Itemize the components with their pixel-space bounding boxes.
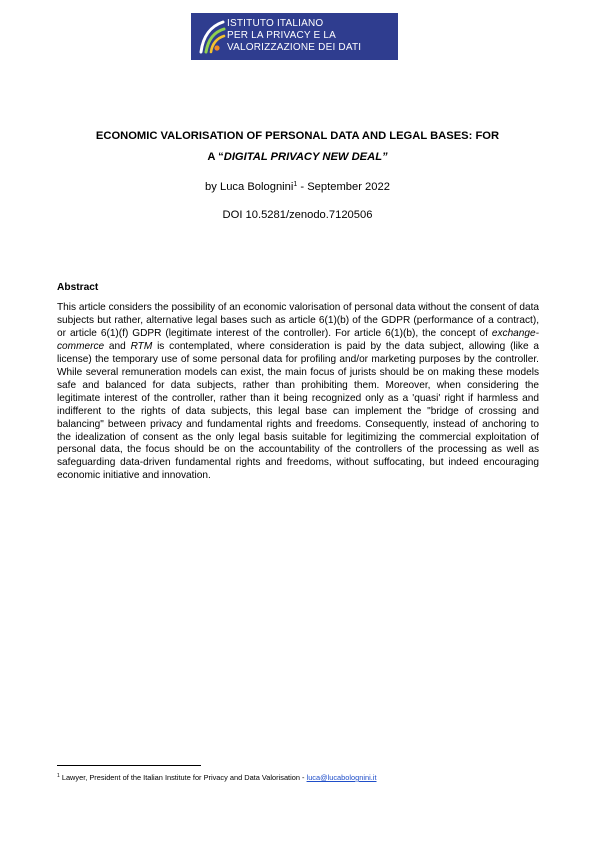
author-byline [40, 180, 555, 194]
title-italic-phrase: DIGITAL PRIVACY NEW DEAL” [223, 151, 388, 163]
logo-wordmark [227, 18, 361, 54]
abstract-emphasis-1: exchange-commerce [57, 327, 539, 352]
paper-title-line-1: ECONOMIC VALORISATION OF PERSONAL DATA AND LEGAL BASES: FOR [95, 130, 500, 142]
logo-emblem-icon [197, 18, 227, 56]
title-prefix: A “ [207, 151, 224, 163]
abstract-body [57, 302, 539, 483]
abstract-text-1: This article considers the possibility of an economic valorisation of personal data without the consent of data subjects but rather, alternative legal bases such as article 6(1)(b) of the GDPR (performance of a contract), or article 6(1)(f) GDPR (legitimate interest of the controller). For article 6(1)(b), the concept of [57, 302, 539, 339]
logo-line-3: VALORIZZAZIONE DEI DATI [227, 42, 362, 53]
footnote-reference: 1 [293, 181, 298, 188]
abstract-text-3: is contemplated, where consideration is paid by the data subject, allowing (like a license) the temporary use of some personal data for profiling and/or marketing purposes by the controller. While several remuneration models can exist, the main focus of jurists should be on making these models safe and balanced for data subjects, rather than prohibiting them. Moreover, when considering the legitimate interest of the controller, rather than it being recognized only as a 'quasi' right if harmless and indifferent to the rights of data subjects, this legal base can implement the "bridge of crossing and balancing" between privacy and fundamental rights and freedoms. Consequently, instead of anchoring to the idealization of consent as the only legal basis suitable for legitimizing the commercial exploitation of personal data, the focus should be on the accountability of the controllers of the processing as well as safeguarding data-driven fundamental rights and freedoms, without suffocating, but indeed encouraging economic initiative and innovation. [57, 340, 539, 482]
paper-title-line-2 [40, 150, 555, 164]
publication-date: - September 2022 [297, 181, 390, 193]
abstract-text-2: and [104, 340, 131, 352]
footnote-separator [57, 765, 201, 766]
abstract-emphasis-2: RTM [130, 340, 153, 352]
footnote-text: Lawyer, President of the Italian Institute for Privacy and Data Valorisation - [59, 773, 307, 782]
doi-line: DOI 10.5281/zenodo.7120506 [222, 209, 373, 221]
author-name: by Luca Bolognini [205, 181, 294, 193]
abstract-heading: Abstract [57, 282, 99, 293]
footnote [57, 773, 377, 783]
institute-logo [191, 13, 398, 60]
logo-line-2: PER LA PRIVACY E LA [227, 30, 337, 41]
author-email-link[interactable]: luca@lucabolognini.it [306, 773, 377, 782]
logo-line-1: ISTITUTO ITALIANO [227, 18, 324, 29]
footnote-mark: 1 [57, 773, 60, 779]
